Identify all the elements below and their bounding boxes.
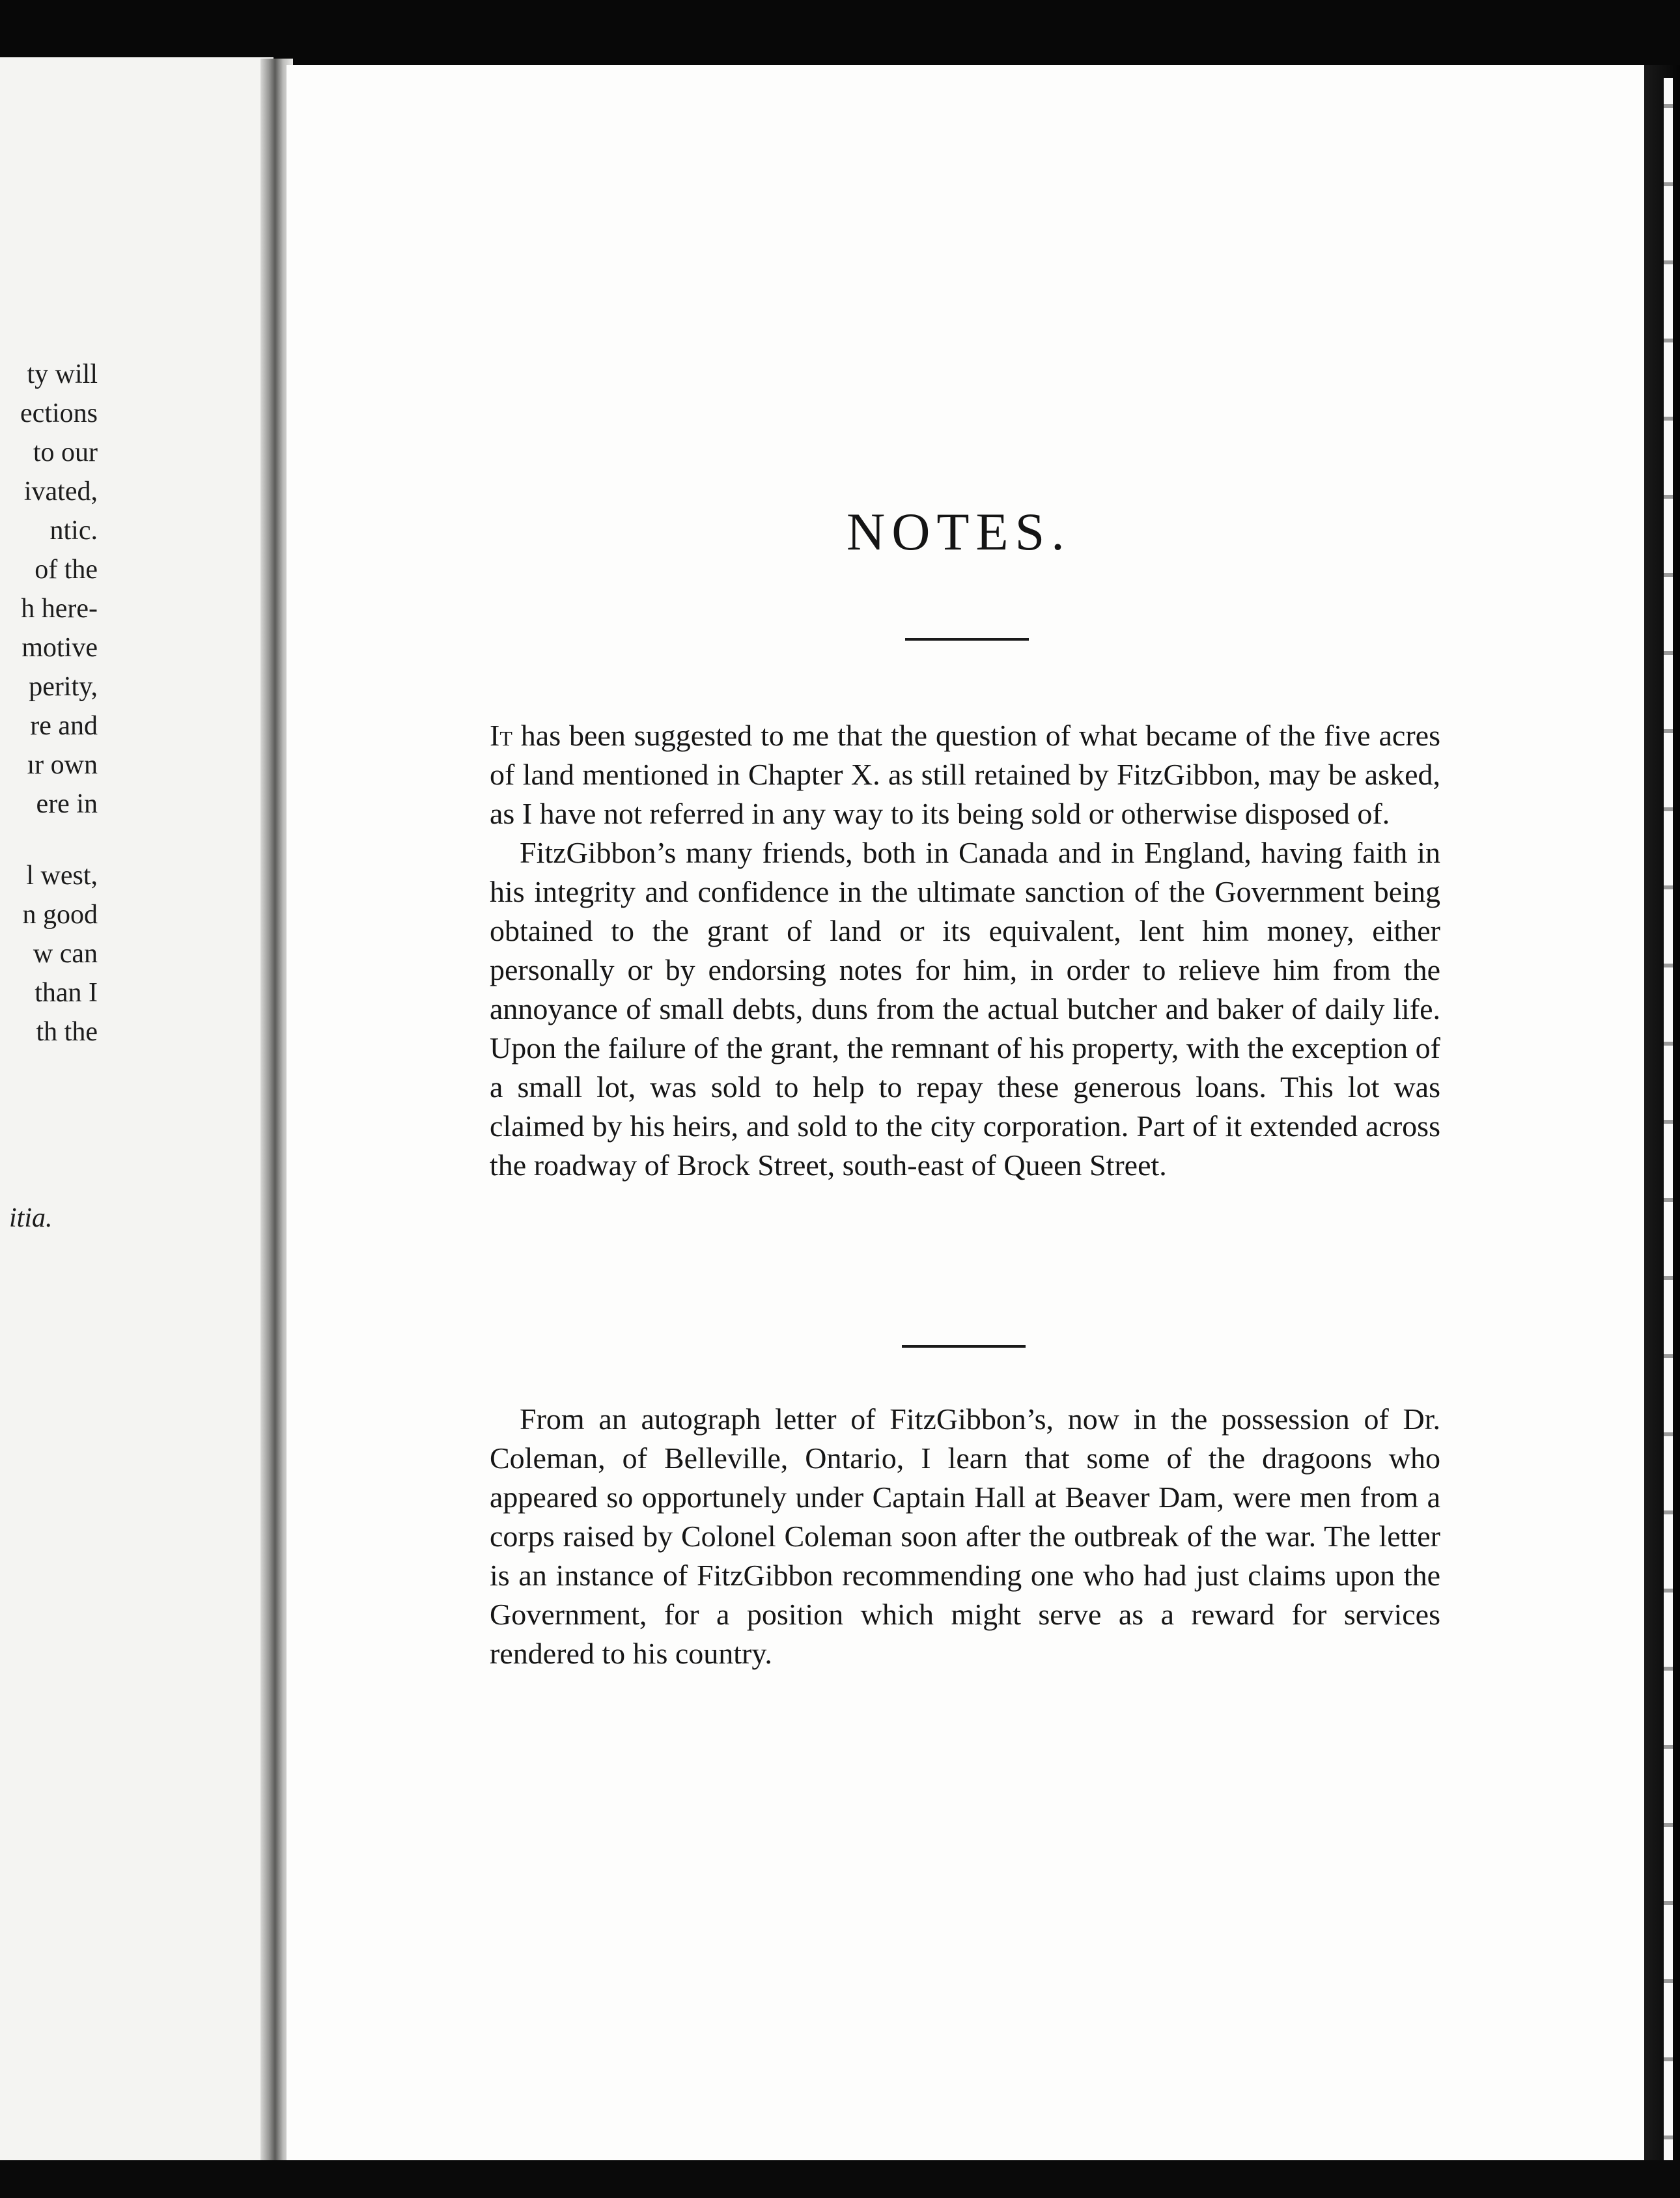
section-divider-middle — [902, 1345, 1026, 1348]
left-page-line: than I — [35, 978, 98, 1008]
left-page-line: l west, — [26, 861, 98, 891]
left-page-line: motive — [21, 633, 98, 663]
left-page-line: w can — [33, 939, 98, 969]
note-1-paragraph-1: has been suggested to me that the question of what became of the five acres of land mentioned in Chapter X. as still retained by FitzGibbon, may be asked, as I have not referred in any way to its being sold or otherwise disposed of. — [490, 719, 1440, 830]
left-page-line: perity, — [29, 672, 98, 702]
note-2-paragraph: From an autograph letter of FitzGibbon’s, now in the possession of Dr. Coleman, of Belleville, Ontario, I learn that some of the dragoons who appeared so opportunely under Captain Hall at Beaver Dam, were men from a corps raised by Colonel Coleman soon after the outbreak of the war. The letter is an instance of FitzGibbon recommending one who had just claims upon the Government, for a position which might serve as a reward for services rendered to his country. — [490, 1402, 1440, 1670]
left-page-line: ivated, — [23, 477, 98, 507]
left-page-line: h here- — [21, 594, 98, 624]
left-page-line: ntic. — [49, 516, 98, 546]
left-page-line: to our — [33, 438, 98, 467]
left-page-line: ections — [20, 398, 98, 428]
scan-right-border — [1644, 65, 1680, 2175]
left-page-line: of the — [35, 555, 98, 585]
left-page-line: ty will — [27, 359, 98, 389]
section-divider-top — [905, 638, 1029, 641]
page-edge-strip — [1664, 78, 1673, 2162]
left-page-line: ır own — [27, 750, 98, 780]
left-page-italic-fragment: itia. — [9, 1203, 53, 1233]
left-page-line: n good — [22, 900, 98, 930]
left-page-line: ere in — [36, 789, 98, 819]
note-1 — [490, 716, 1440, 1185]
note-1-lead: It — [490, 719, 512, 752]
left-page — [0, 57, 273, 2180]
page-title: NOTES. — [847, 502, 1071, 561]
left-page-line: th the — [36, 1017, 98, 1047]
note-2 — [490, 1400, 1440, 1673]
note-1-paragraph-2: FitzGibbon’s many friends, both in Canada and in England, having faith in his integrity and confidence in the ultimate sanction of the Government being obtained to the grant of land or its equivalent, lent him money, either personally or by endorsing notes for him, in order to relieve him from the annoyance of small debts, duns from the actual butcher and baker of daily life. Upon the failure of the grant, the remnant of his property, with the exception of a small lot, was sold to help to repay these generous loans. This lot was claimed by his heirs, and sold to the city corporation. Part of it extended across the roadway of Brock Street, south-east of Queen Street. — [490, 836, 1440, 1182]
scan-bottom-border — [0, 2160, 1680, 2198]
left-page-line: re and — [30, 711, 98, 741]
